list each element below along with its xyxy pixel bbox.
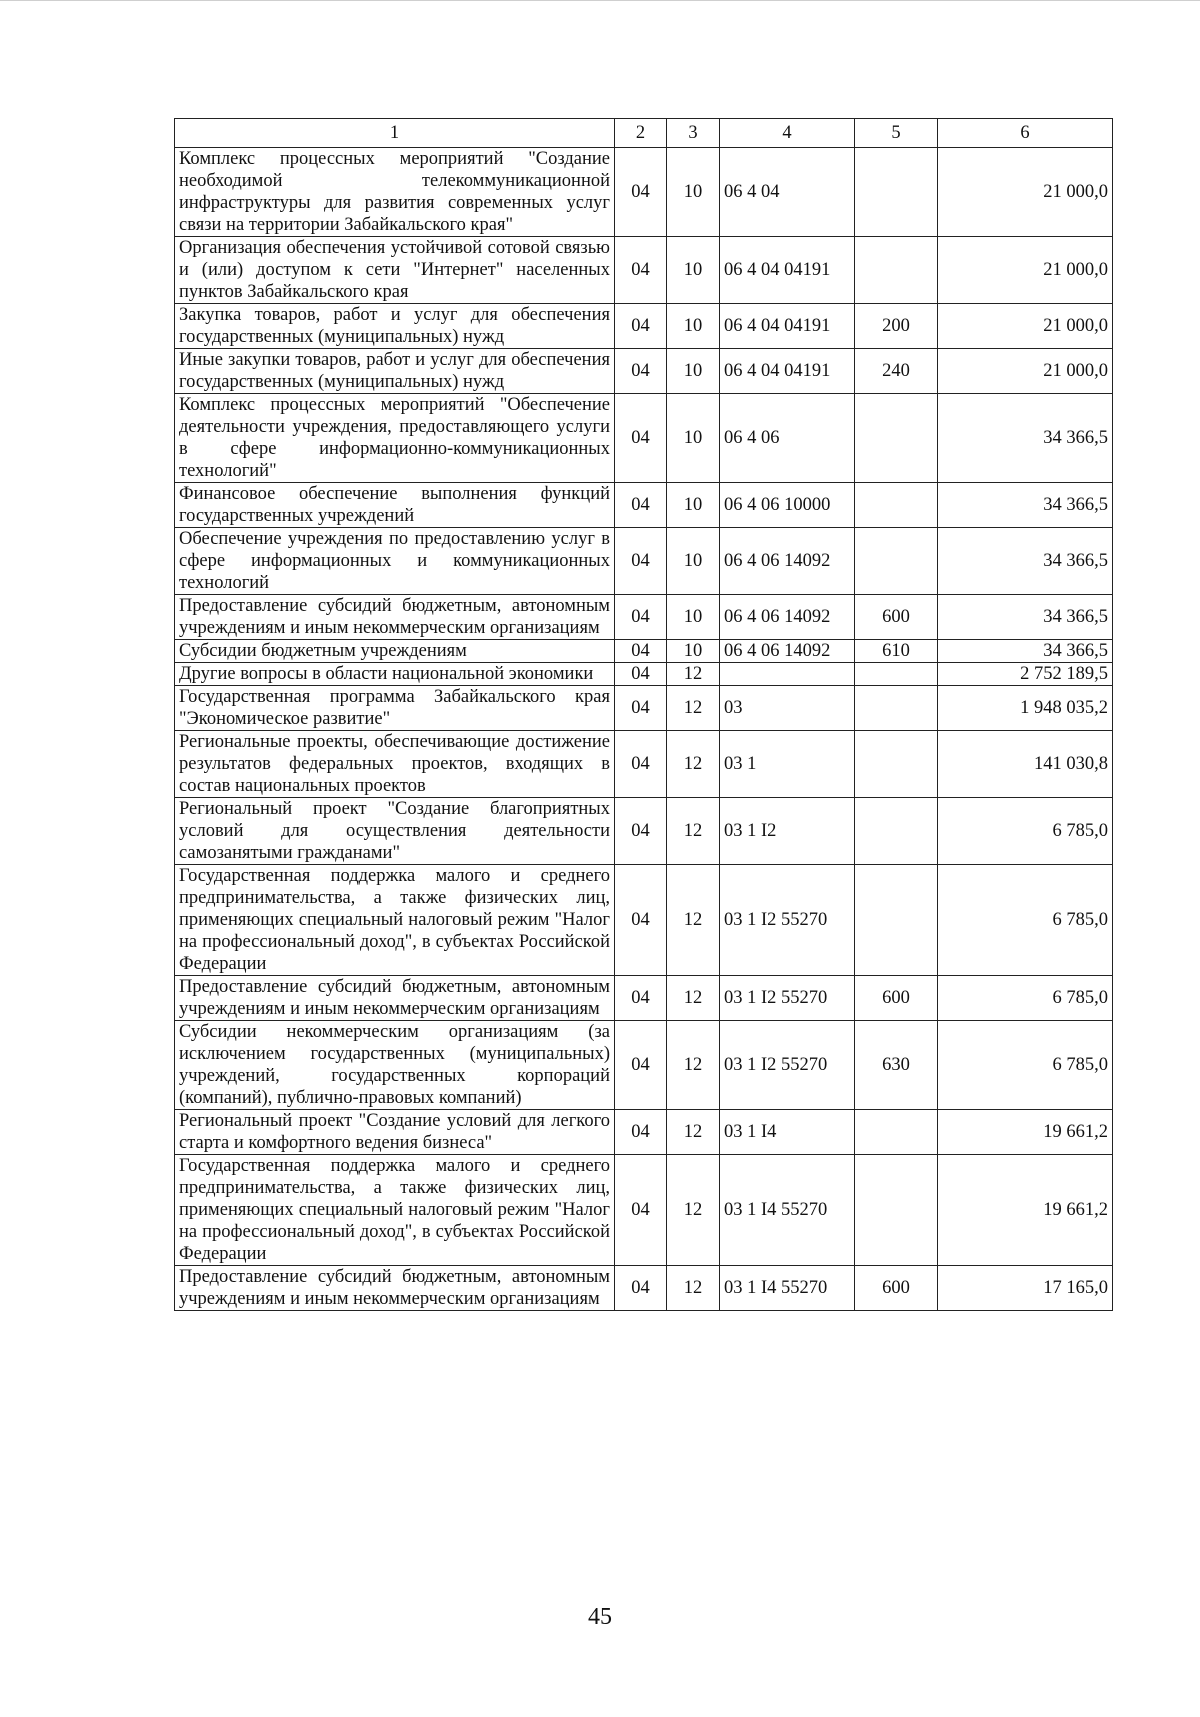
row-subsection: 12 — [667, 731, 720, 798]
row-amount: 34 366,5 — [938, 595, 1113, 640]
row-section: 04 — [615, 640, 667, 663]
table-row — [175, 731, 1113, 798]
row-name: Комплекс процессных мероприятий "Обеспечение деятельности учреждения, предоставляющего услуги в сфере информационно-коммуникационных технологий" — [175, 394, 615, 483]
page-top-edge — [0, 0, 1200, 1]
row-expense-type — [855, 528, 938, 595]
row-expense-type: 240 — [855, 349, 938, 394]
table-row — [175, 595, 1113, 640]
row-target-code: 03 1 I4 55270 — [720, 1266, 855, 1311]
row-name: Субсидии некоммерческим организациям (за исключением государственных (муниципальных) учреждений, государственных корпораций (компаний), публично-правовых компаний) — [175, 1021, 615, 1110]
row-subsection: 10 — [667, 528, 720, 595]
row-name: Предоставление субсидий бюджетным, автономным учреждениям и иным некоммерческим организациям — [175, 595, 615, 640]
table-row — [175, 237, 1113, 304]
row-target-code: 03 1 — [720, 731, 855, 798]
row-name: Закупка товаров, работ и услуг для обеспечения государственных (муниципальных) нужд — [175, 304, 615, 349]
row-section: 04 — [615, 798, 667, 865]
row-section: 04 — [615, 686, 667, 731]
row-expense-type: 630 — [855, 1021, 938, 1110]
row-amount: 21 000,0 — [938, 304, 1113, 349]
row-amount: 17 165,0 — [938, 1266, 1113, 1311]
table-row — [175, 304, 1113, 349]
table-row — [175, 148, 1113, 237]
row-target-code: 06 4 04 04191 — [720, 237, 855, 304]
row-section: 04 — [615, 237, 667, 304]
table-row — [175, 1110, 1113, 1155]
row-amount: 141 030,8 — [938, 731, 1113, 798]
row-expense-type: 600 — [855, 976, 938, 1021]
row-name: Комплекс процессных мероприятий "Создание необходимой телекоммуникационной инфраструктуры для развития современных услуг связи на территории Забайкальского края" — [175, 148, 615, 237]
row-name: Государственная программа Забайкальского края "Экономическое развитие" — [175, 686, 615, 731]
row-expense-type: 600 — [855, 1266, 938, 1311]
table-row — [175, 483, 1113, 528]
row-name: Обеспечение учреждения по предоставлению услуг в сфере информационных и коммуникационных технологий — [175, 528, 615, 595]
row-name: Предоставление субсидий бюджетным, автономным учреждениям и иным некоммерческим организациям — [175, 976, 615, 1021]
row-subsection: 12 — [667, 798, 720, 865]
budget-table — [174, 118, 1113, 1311]
row-subsection: 12 — [667, 1110, 720, 1155]
row-section: 04 — [615, 483, 667, 528]
row-amount: 6 785,0 — [938, 1021, 1113, 1110]
row-subsection: 10 — [667, 304, 720, 349]
header-col-5: 5 — [855, 119, 938, 148]
table-row — [175, 394, 1113, 483]
header-col-4: 4 — [720, 119, 855, 148]
row-name: Государственная поддержка малого и среднего предпринимательства, а также физических лиц, применяющих специальный налоговый режим "Налог на профессиональный доход", в субъектах Российской Федерации — [175, 865, 615, 976]
table-row — [175, 686, 1113, 731]
row-subsection: 12 — [667, 865, 720, 976]
row-amount: 6 785,0 — [938, 798, 1113, 865]
row-section: 04 — [615, 1155, 667, 1266]
row-expense-type — [855, 731, 938, 798]
row-section: 04 — [615, 595, 667, 640]
row-subsection: 12 — [667, 1021, 720, 1110]
row-target-code: 06 4 06 — [720, 394, 855, 483]
row-amount: 6 785,0 — [938, 976, 1113, 1021]
row-section: 04 — [615, 1266, 667, 1311]
row-name: Предоставление субсидий бюджетным, автономным учреждениям и иным некоммерческим организациям — [175, 1266, 615, 1311]
row-section: 04 — [615, 148, 667, 237]
row-amount: 34 366,5 — [938, 394, 1113, 483]
row-subsection: 10 — [667, 394, 720, 483]
row-target-code: 03 1 I2 55270 — [720, 1021, 855, 1110]
table-header-row — [175, 119, 1113, 148]
row-target-code: 06 4 06 14092 — [720, 595, 855, 640]
page-number: 45 — [588, 1604, 612, 1630]
table-row — [175, 976, 1113, 1021]
row-expense-type — [855, 237, 938, 304]
row-subsection: 12 — [667, 976, 720, 1021]
row-target-code: 06 4 06 10000 — [720, 483, 855, 528]
row-section: 04 — [615, 349, 667, 394]
row-name: Региональные проекты, обеспечивающие достижение результатов федеральных проектов, входящих в состав национальных проектов — [175, 731, 615, 798]
table-row — [175, 865, 1113, 976]
header-col-3: 3 — [667, 119, 720, 148]
header-col-6: 6 — [938, 119, 1113, 148]
table-body — [175, 148, 1113, 1311]
row-subsection: 10 — [667, 483, 720, 528]
row-amount: 21 000,0 — [938, 349, 1113, 394]
row-amount: 34 366,5 — [938, 640, 1113, 663]
row-target-code: 06 4 04 04191 — [720, 349, 855, 394]
table-row — [175, 528, 1113, 595]
row-target-code: 03 1 I2 55270 — [720, 976, 855, 1021]
row-subsection: 12 — [667, 686, 720, 731]
row-amount: 19 661,2 — [938, 1110, 1113, 1155]
row-subsection: 10 — [667, 349, 720, 394]
table-row — [175, 798, 1113, 865]
table-row — [175, 1266, 1113, 1311]
table-row — [175, 1021, 1113, 1110]
row-section: 04 — [615, 1110, 667, 1155]
row-amount: 21 000,0 — [938, 148, 1113, 237]
row-target-code — [720, 663, 855, 686]
row-expense-type — [855, 148, 938, 237]
row-amount: 2 752 189,5 — [938, 663, 1113, 686]
header-col-2: 2 — [615, 119, 667, 148]
row-amount: 6 785,0 — [938, 865, 1113, 976]
row-subsection: 10 — [667, 148, 720, 237]
row-expense-type — [855, 483, 938, 528]
row-name: Субсидии бюджетным учреждениям — [175, 640, 615, 663]
row-expense-type — [855, 686, 938, 731]
row-subsection: 12 — [667, 663, 720, 686]
row-section: 04 — [615, 528, 667, 595]
row-section: 04 — [615, 976, 667, 1021]
row-subsection: 10 — [667, 640, 720, 663]
row-amount: 19 661,2 — [938, 1155, 1113, 1266]
row-section: 04 — [615, 865, 667, 976]
row-name: Региональный проект "Создание условий для легкого старта и комфортного ведения бизнеса" — [175, 1110, 615, 1155]
row-expense-type: 600 — [855, 595, 938, 640]
row-target-code: 06 4 06 14092 — [720, 640, 855, 663]
row-target-code: 03 1 I4 — [720, 1110, 855, 1155]
table-row — [175, 663, 1113, 686]
row-name: Другие вопросы в области национальной экономики — [175, 663, 615, 686]
row-target-code: 06 4 04 — [720, 148, 855, 237]
header-col-1: 1 — [175, 119, 615, 148]
row-amount: 1 948 035,2 — [938, 686, 1113, 731]
table-row — [175, 640, 1113, 663]
row-section: 04 — [615, 1021, 667, 1110]
row-expense-type: 200 — [855, 304, 938, 349]
row-name: Государственная поддержка малого и среднего предпринимательства, а также физических лиц, применяющих специальный налоговый режим "Налог на профессиональный доход", в субъектах Российской Федерации — [175, 1155, 615, 1266]
row-section: 04 — [615, 663, 667, 686]
table-row — [175, 349, 1113, 394]
row-amount: 34 366,5 — [938, 528, 1113, 595]
row-expense-type — [855, 798, 938, 865]
row-target-code: 06 4 04 04191 — [720, 304, 855, 349]
row-target-code: 03 1 I4 55270 — [720, 1155, 855, 1266]
row-amount: 21 000,0 — [938, 237, 1113, 304]
row-target-code: 03 1 I2 — [720, 798, 855, 865]
row-section: 04 — [615, 304, 667, 349]
row-target-code: 03 1 I2 55270 — [720, 865, 855, 976]
row-target-code: 06 4 06 14092 — [720, 528, 855, 595]
row-name: Финансовое обеспечение выполнения функций государственных учреждений — [175, 483, 615, 528]
row-name: Иные закупки товаров, работ и услуг для обеспечения государственных (муниципальных) нужд — [175, 349, 615, 394]
row-subsection: 10 — [667, 595, 720, 640]
row-subsection: 12 — [667, 1266, 720, 1311]
row-expense-type — [855, 663, 938, 686]
row-expense-type — [855, 865, 938, 976]
row-expense-type: 610 — [855, 640, 938, 663]
row-expense-type — [855, 394, 938, 483]
row-expense-type — [855, 1155, 938, 1266]
row-subsection: 10 — [667, 237, 720, 304]
table-row — [175, 1155, 1113, 1266]
row-target-code: 03 — [720, 686, 855, 731]
row-section: 04 — [615, 394, 667, 483]
row-expense-type — [855, 1110, 938, 1155]
row-amount: 34 366,5 — [938, 483, 1113, 528]
row-name: Организация обеспечения устойчивой сотовой связью и (или) доступом к сети "Интернет" населенных пунктов Забайкальского края — [175, 237, 615, 304]
row-subsection: 12 — [667, 1155, 720, 1266]
row-name: Региональный проект "Создание благоприятных условий для осуществления деятельности самозанятыми гражданами" — [175, 798, 615, 865]
row-section: 04 — [615, 731, 667, 798]
